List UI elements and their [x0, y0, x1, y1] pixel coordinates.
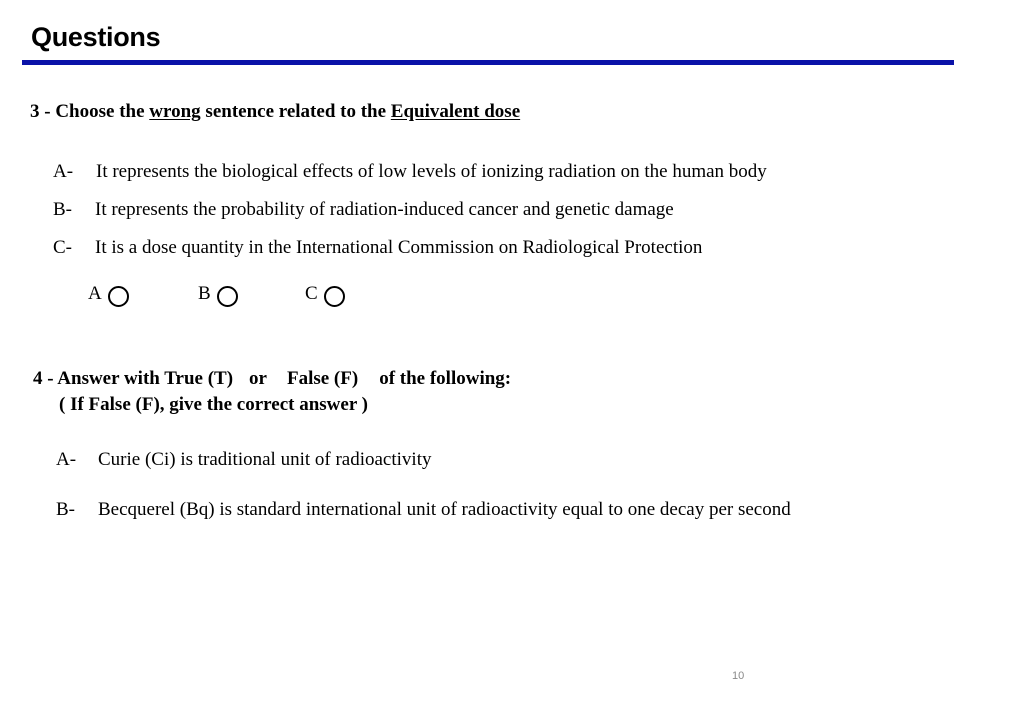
question-4-heading	[33, 368, 511, 390]
q3-choice-c-radio[interactable]	[324, 286, 345, 307]
q3-choice-a-label: A	[88, 283, 102, 304]
q3-option-c-text: It is a dose quantity in the International Commission on Radiological Protection	[95, 237, 703, 258]
q4-part-following: of the following:	[379, 368, 512, 389]
q4-item-b-text: Becquerel (Bq) is standard international unit of radioactivity equal to one decay per second	[98, 499, 791, 520]
q3-option-b-text: It represents the probability of radiation-induced cancer and genetic damage	[95, 199, 674, 220]
q3-choice-c-label: C	[305, 283, 318, 304]
question-3-heading	[30, 101, 520, 123]
page-number: 10	[732, 670, 745, 682]
q4-part-or: or	[249, 368, 267, 389]
question-4-subheading: ( If False (F), give the correct answer )	[59, 394, 368, 415]
q3-choice-b-label: B	[198, 283, 211, 304]
q4-part-false: False (F)	[286, 368, 359, 389]
q4-item-a-label: A-	[56, 449, 77, 470]
q3-prefix: 3 - Choose the	[30, 101, 150, 122]
q3-choice-c[interactable]	[305, 283, 345, 305]
q3-wrong-word: wrong	[149, 101, 201, 122]
q3-choice-b[interactable]	[198, 283, 238, 305]
q4-item-b-label: B-	[56, 499, 75, 520]
q4-part-true: 4 - Answer with True (T)	[33, 368, 234, 389]
q3-topic: Equivalent dose	[390, 101, 521, 122]
q3-choice-a[interactable]	[88, 283, 129, 305]
q3-option-a-text: It represents the biological effects of low levels of ionizing radiation on the human body	[96, 161, 767, 182]
q3-option-c-label: C-	[53, 237, 72, 258]
q3-option-a-label: A-	[53, 161, 74, 182]
q3-choice-b-radio[interactable]	[217, 286, 238, 307]
q4-item-a-text: Curie (Ci) is traditional unit of radioactivity	[98, 449, 432, 470]
slide-title: Questions	[31, 22, 161, 52]
q3-middle: sentence related to the	[200, 101, 391, 122]
q3-option-b-label: B-	[53, 199, 72, 220]
title-divider	[22, 60, 954, 65]
q3-choice-a-radio[interactable]	[108, 286, 129, 307]
